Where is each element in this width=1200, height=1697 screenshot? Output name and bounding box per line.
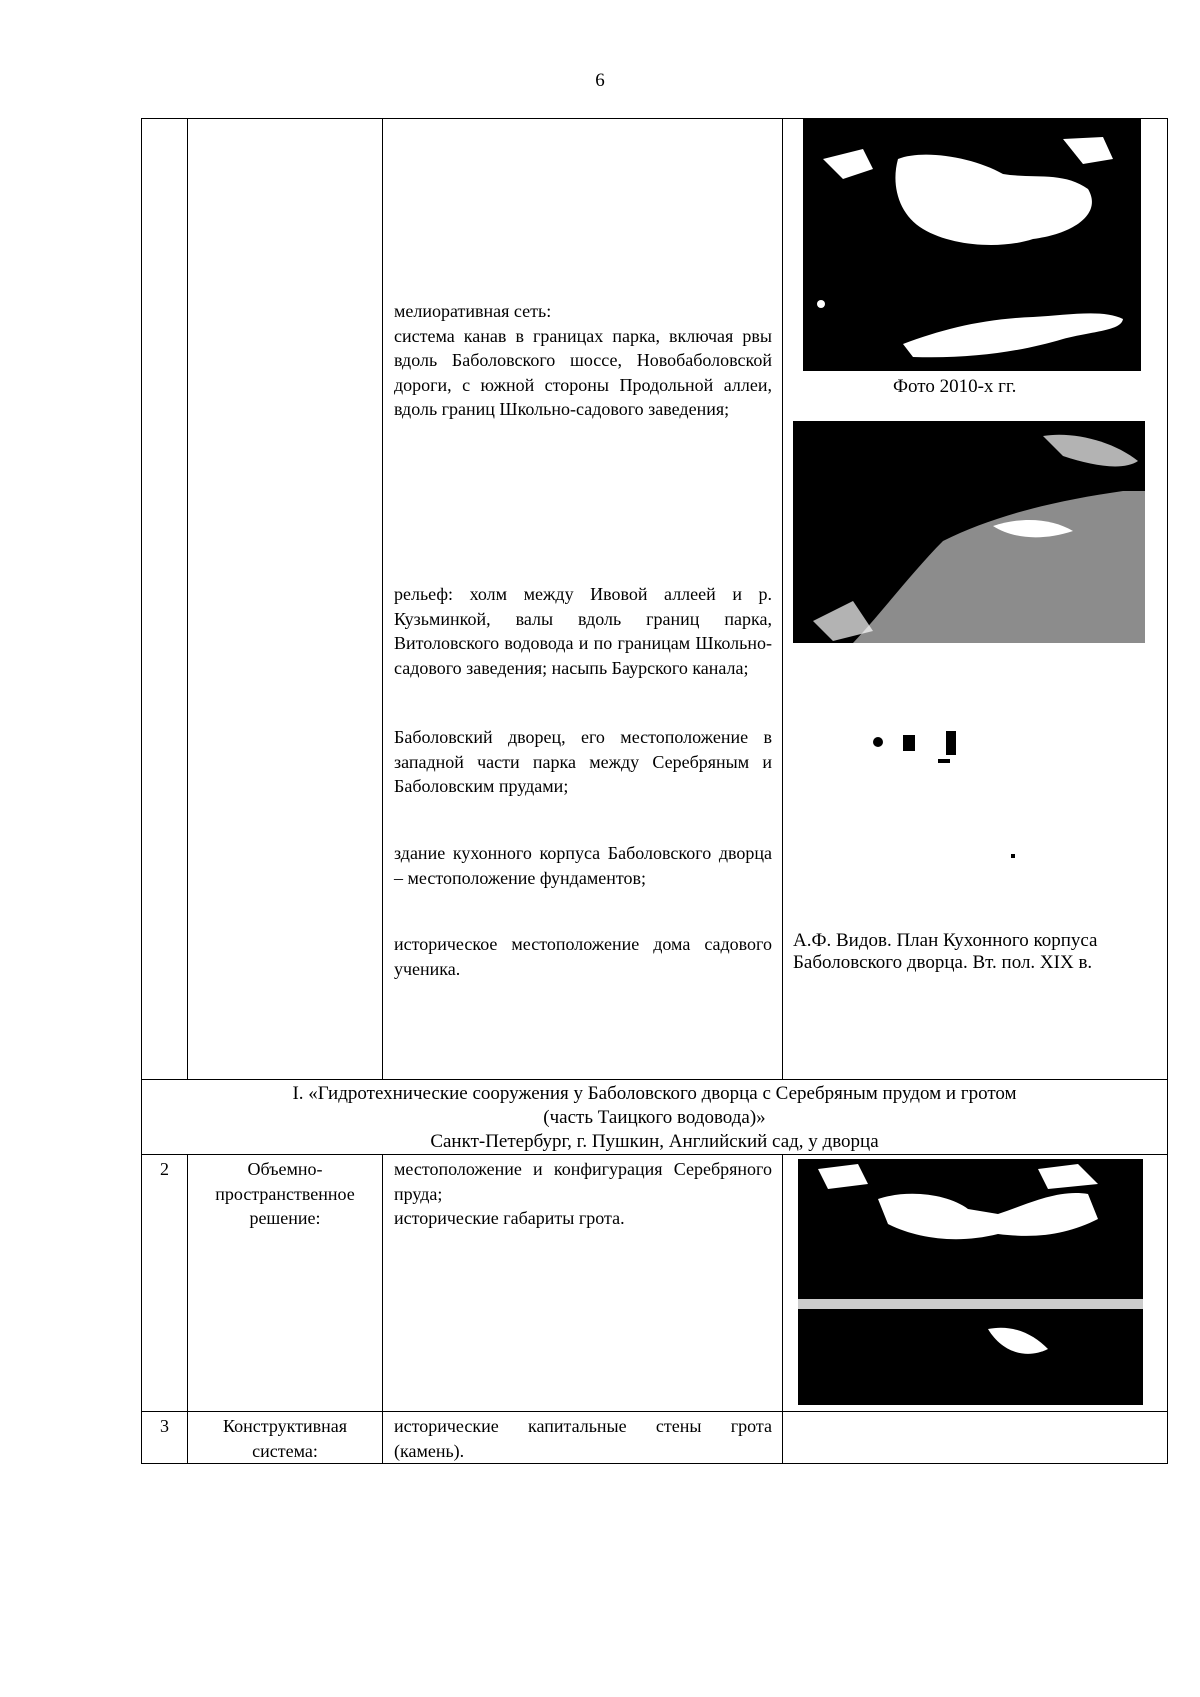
section-title-line2: (часть Таицкого водовода)» [543,1107,766,1128]
row-number: 3 [142,1412,188,1464]
table-row [142,1155,1168,1412]
photo-caption: Фото 2010-х гг. [893,376,1017,397]
section-header [142,1080,1168,1155]
plan-dot [873,737,883,747]
plan-fragment [946,731,956,755]
row-description: исторические капитальные стены грота (камень). [383,1412,783,1464]
image-cell [783,119,1168,1080]
plan-fragment-small [938,759,950,763]
row-number: 2 [142,1155,188,1412]
pond-photo-middle [793,421,1145,643]
section-title-line1: I. «Гидротехнические сооружения у Баболовского дворца с Серебряным прудом и гротом [292,1083,1017,1104]
continuation-row [142,119,1168,1080]
melioration-paragraph [394,299,772,422]
number-cell-empty [142,119,188,1080]
row-image-cell-empty [783,1412,1168,1464]
table-row [142,1412,1168,1464]
row-name: Объемно-пространственное решение: [188,1155,383,1412]
plan-block [903,735,915,751]
gardener-house-paragraph: историческое местоположение дома садового ученика. [394,934,772,979]
kitchen-building-paragraph: здание кухонного корпуса Баболовского дворца – местоположение фундаментов; [394,843,772,888]
plan-caption: А.Ф. Видов. План Кухонного корпуса Баболовского дворца. Вт. пол. XIX в. [793,930,1098,973]
row-description [383,1155,783,1412]
row-description-line1: местоположение и конфигурация Серебряного пруда; [394,1159,772,1204]
pond-photo-top [803,119,1141,371]
relief-paragraph: рельеф: холм между Ивовой аллеей и р. Кузьминкой, валы вдоль границ парка, Витоловского водовода и по границам Школьно-садового заведения; насыпь Баурского канала; [394,584,772,678]
melioration-label: мелиоративная сеть: [394,301,552,321]
name-cell-empty [188,119,383,1080]
page-number: 6 [595,70,605,91]
section-location: Санкт-Петербург, г. Пушкин, Английский сад, у дворца [430,1131,879,1152]
plan-speck [1011,854,1015,858]
row-name: Конструктивная система: [188,1412,383,1464]
melioration-text: система канав в границах парка, включая рвы вдоль Баболовского шоссе, Новобаболовской дороги, с южной стороны Продольной аллеи, вдоль границ Школьно-садового заведения; [394,325,772,419]
palace-paragraph: Баболовский дворец, его местоположение в западной части парка между Серебряным и Баболовским прудами; [394,727,772,796]
grotto-photo [798,1159,1143,1405]
protection-subject-table [141,118,1168,1464]
section-header-row [142,1080,1168,1155]
description-cell [383,119,783,1080]
row-description-line2: исторические габариты грота. [394,1208,625,1228]
row-image-cell [783,1155,1168,1412]
